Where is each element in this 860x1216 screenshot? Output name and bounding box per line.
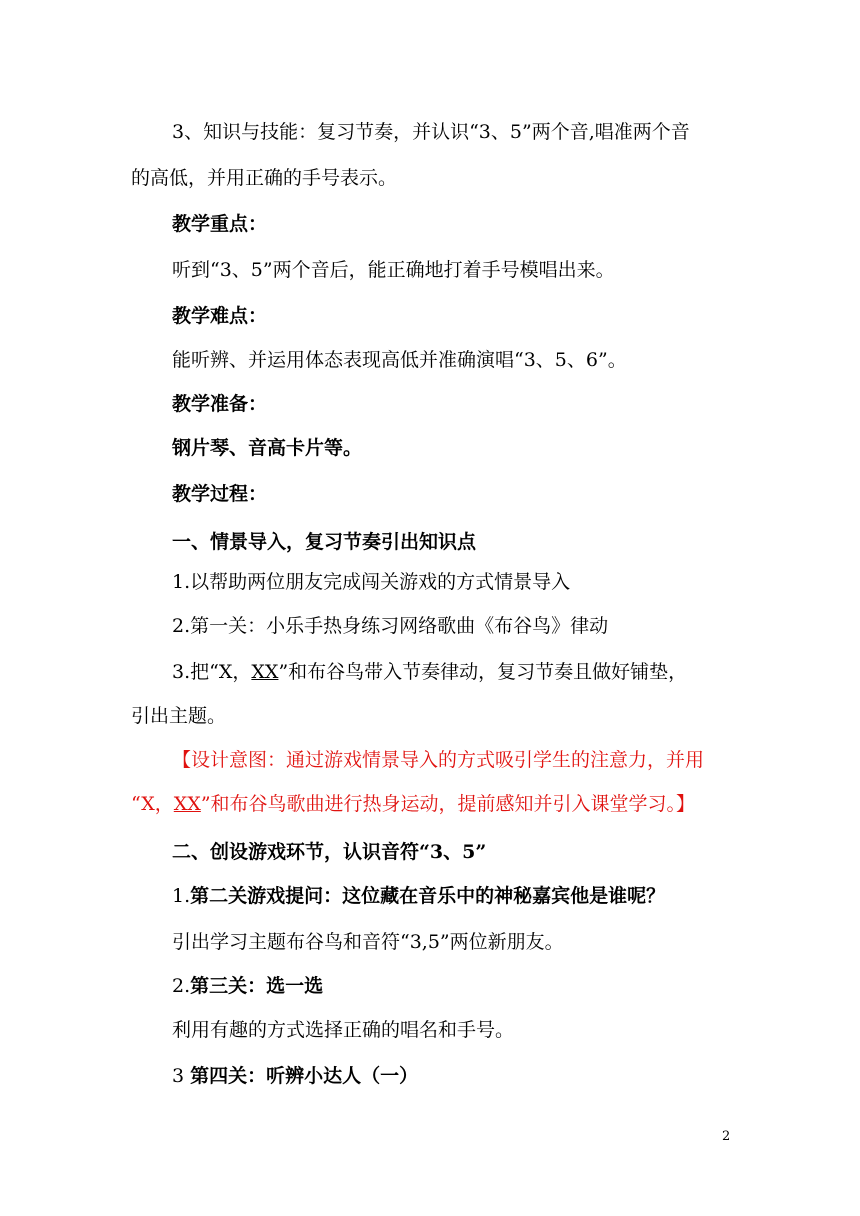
section-title: 一、情景导入，复习节奏引出知识点: [172, 531, 477, 553]
paragraph-line: 的高低，并用正确的手号表示。: [131, 167, 398, 189]
paragraph-line: 利用有趣的方式选择正确的唱名和手号。: [172, 1019, 515, 1041]
list-item: 3.把“X，XX”和布谷鸟带入节奏律动，复习节奏且做好铺垫，: [172, 661, 688, 683]
paragraph-line: 3、知识与技能：复习节奏，并认识“3、5”两个音,唱准两个音: [172, 121, 690, 143]
design-intent-line: “X，XX”和布谷鸟歌曲进行热身运动，提前感知并引入课堂学习。】: [131, 793, 696, 815]
paragraph-line: 能听辨、并运用体态表现高低并准确演唱“3、5、6”。: [172, 349, 627, 371]
rhythm-notation: XX: [173, 793, 201, 815]
list-item: 2.第一关：小乐手热身练习网络歌曲《布谷鸟》律动: [172, 615, 609, 637]
heading-teaching-process: 教学过程：: [172, 483, 268, 505]
heading-teaching-difficulty: 教学难点：: [172, 305, 268, 327]
list-item: 1.第二关游戏提问：这位藏在音乐中的神秘嘉宾他是谁呢？: [172, 885, 666, 907]
list-item: 2.第三关：选一选: [172, 975, 324, 997]
design-intent-line: 【设计意图：通过游戏情景导入的方式吸引学生的注意力，并用: [172, 749, 705, 771]
paragraph-line: 引出学习主题布谷鸟和音符“3,5”两位新朋友。: [172, 931, 564, 953]
paragraph-line: 引出主题。: [131, 705, 227, 727]
list-item: 1.以帮助两位朋友完成闯关游戏的方式情景导入: [172, 571, 571, 593]
paragraph-line: 听到“3、5”两个音后，能正确地打着手号模唱出来。: [172, 259, 615, 281]
paragraph-line: 钢片琴、音高卡片等。: [172, 437, 363, 459]
rhythm-notation: XX: [251, 661, 279, 683]
heading-teaching-focus: 教学重点：: [172, 213, 268, 235]
page-number: 2: [722, 1129, 731, 1144]
list-item: 3 第四关：听辨小达人（一）: [172, 1065, 419, 1087]
section-title: 二、创设游戏环节，认识音符“3、5”: [172, 841, 487, 863]
heading-teaching-prep: 教学准备：: [172, 393, 268, 415]
